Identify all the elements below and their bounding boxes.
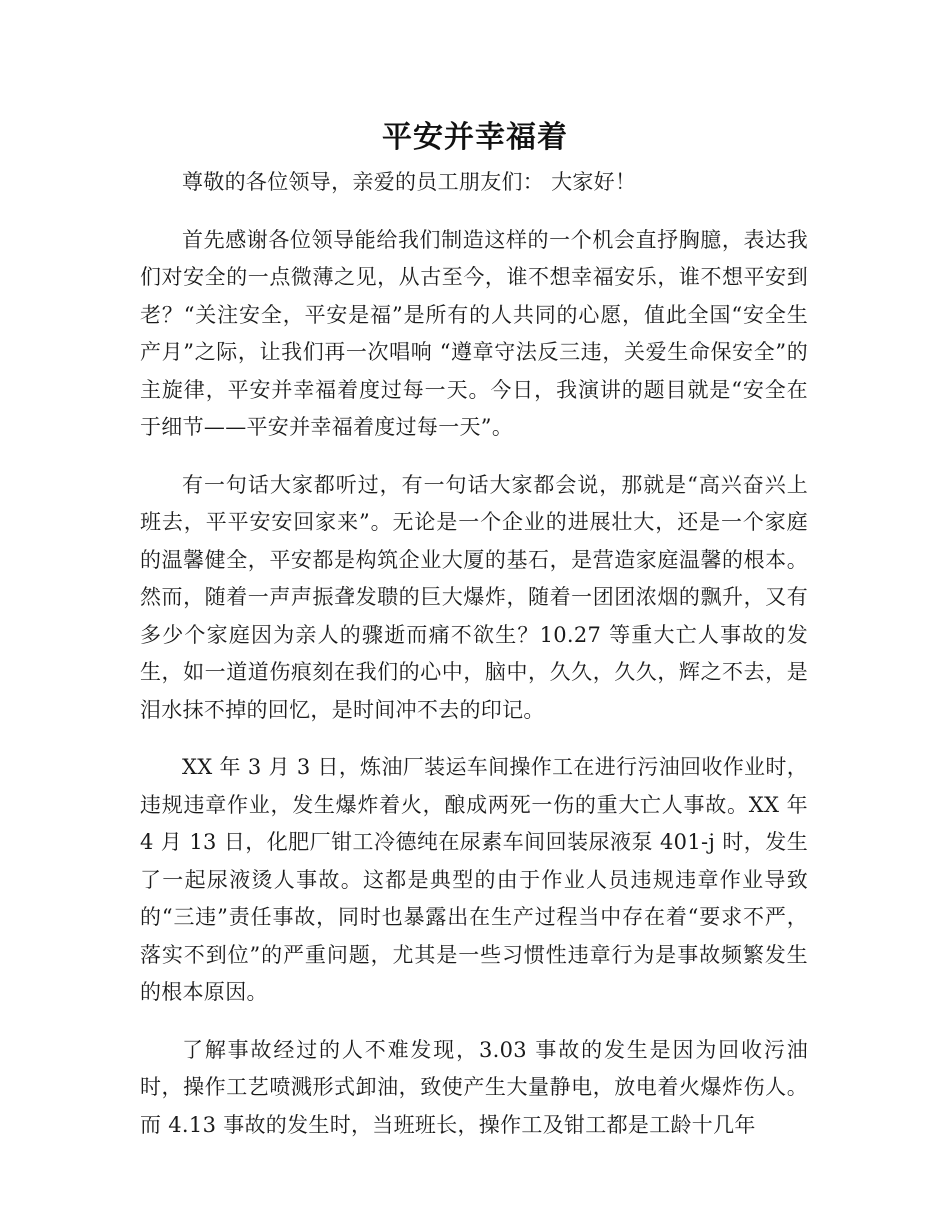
document-body xyxy=(140,164,808,1164)
paragraph-introduction: 首先感谢各位领导能给我们制造这样的一个机会直抒胸臆，表达我们对安全的一点微薄之见，从古至今，谁不想幸福安乐，谁不想平安到老？“关注安全，平安是福”是所有的人共同的心愿，值此全国“安全生产月”之际，让我们再一次唱响 “遵章守法反三违，关爱生命保安全”的主旋律，平安并幸福着度过每一天。今日，我演讲的题目就是“安全在于细节——平安并幸福着度过每一天”。 xyxy=(140,227,808,439)
paragraph-accident-analysis: 了解事故经过的人不难发现，3.03 事故的发生是因为回收污油时，操作工艺喷溅形式卸油，致使产生大量静电，放电着火爆炸伤人。而 4.13 事故的发生时，当班班长，操作工及钳工都是工龄十几年 xyxy=(140,1037,808,1137)
document-title: 平安并幸福着 xyxy=(382,120,568,155)
paragraph-greeting: 尊敬的各位领导，亲爱的员工朋友们： 大家好！ xyxy=(182,170,637,194)
paragraph-safety-importance: 有一句话大家都听过，有一句话大家都会说，那就是“高兴奋兴上班去，平平安安回家来”。无论是一个企业的进展壮大，还是一个家庭的温馨健全，平安都是构筑企业大厦的基石，是营造家庭温馨的根本。然而，随着一声声振聋发聩的巨大爆炸，随着一团团浓烟的飘升，又有多少个家庭因为亲人的骤逝而痛不欲生？10.27 等重大亡人事故的发生，如一道道伤痕刻在我们的心中，脑中，久久，久久，辉之不去，是泪水抹不掉的回忆，是时间冲不去的印记。 xyxy=(140,472,808,722)
paragraph-accident-cases: XX 年 3 月 3 日，炼油厂装运车间操作工在进行污油回收作业时，违规违章作业，发生爆炸着火，酿成两死一伤的重大亡人事故。XX 年 4 月 13 日，化肥厂钳工冷德纯在尿素车间回装尿液泵 401-j 时，发生了一起尿液烫人事故。这都是典型的由于作业人员违规违章作业导致的“三违”责任事故，同时也暴露出在生产过程当中存在着“要求不严，落实不到位”的严重问题，尤其是一些习惯性违章行为是事故频繁发生的根本原因。 xyxy=(140,755,808,1004)
